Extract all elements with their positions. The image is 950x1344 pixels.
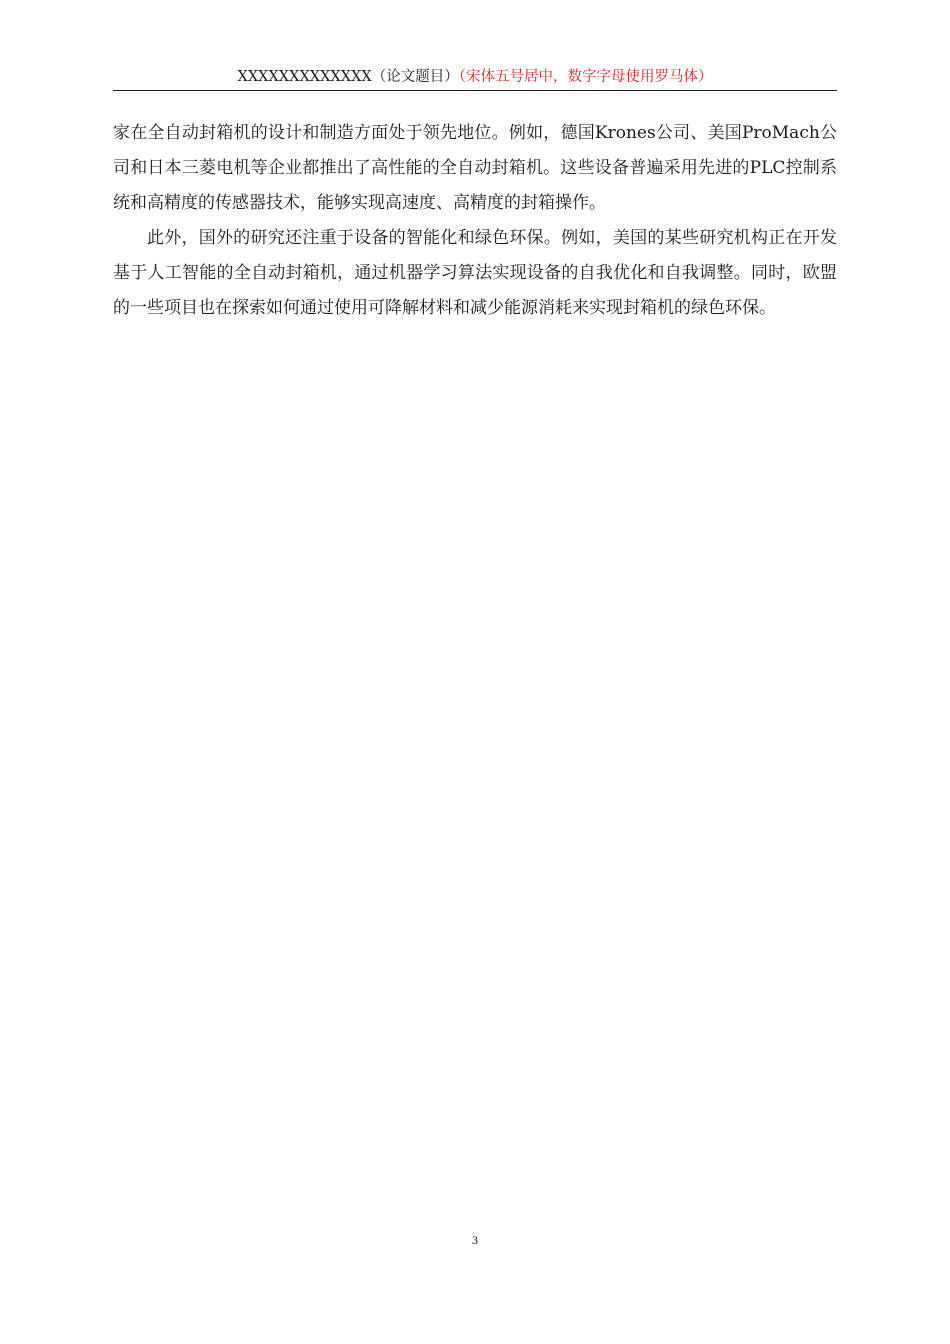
header-format-note: （宋体五号居中，数字字母使用罗马体） <box>458 69 713 85</box>
paragraph-continued: 家在全自动封箱机的设计和制造方面处于领先地位。例如，德国Krones公司、美国ProMach公司和日本三菱电机等企业都推出了高性能的全自动封箱机。这些设备普遍采用先进的PLC控制系统和高精度的传感器技术，能够实现高速度、高精度的封箱操作。 <box>113 123 837 213</box>
page-number: 3 <box>472 1233 478 1247</box>
body-text <box>113 116 837 326</box>
thesis-title-placeholder: XXXXXXXXXXXXX（论文题目） <box>237 69 459 85</box>
paragraph: 此外，国外的研究还注重于设备的智能化和绿色环保。例如，美国的某些研究机构正在开发基于人工智能的全自动封箱机，通过机器学习算法实现设备的自我优化和自我调整。同时，欧盟的一些项目也在探索如何通过使用可降解材料和减少能源消耗来实现封箱机的绿色环保。 <box>113 228 837 318</box>
page-header <box>113 66 837 91</box>
